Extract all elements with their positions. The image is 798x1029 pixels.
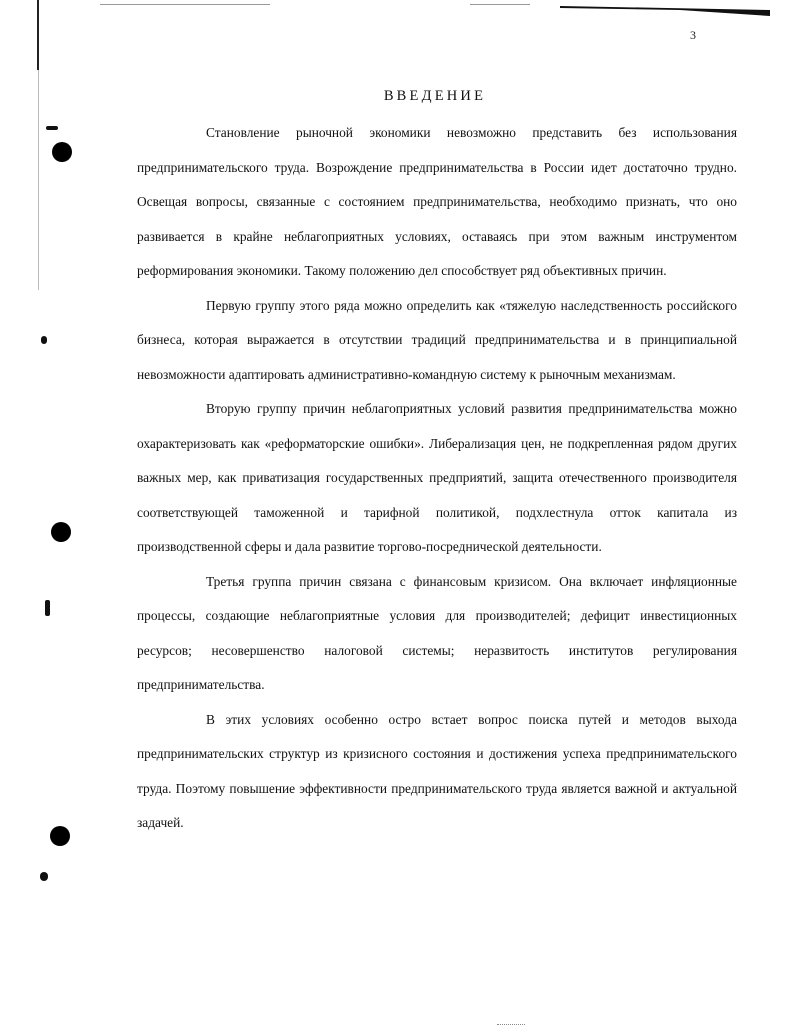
paragraph: Становление рыночной экономики невозможно представить без использования предпринимательского труда. Возрождение предпринимательства в России идет достаточно трудно. Освещая вопросы, связанные с состоянием предпринимательства, необходимо признать, что оно развивается в крайне неблагоприятных условиях, оставаясь при этом важным инструментом реформирования экономики. Такому положению дел способствует ряд объективных причин. bbox=[137, 125, 737, 278]
scan-top-line bbox=[100, 4, 270, 5]
scan-speck bbox=[46, 126, 58, 130]
paragraph: В этих условиях особенно остро встает вопрос поиска путей и методов выхода предпринимательских структур из кризисного состояния и достижения успеха предпринимательского труда. Поэтому повышение эффективности предпринимательского труда является важной и актуальной задачей. bbox=[137, 711, 737, 830]
punch-hole bbox=[51, 522, 71, 542]
punch-hole bbox=[50, 826, 70, 846]
body-text bbox=[137, 116, 737, 841]
page-number: 3 bbox=[690, 28, 696, 42]
scan-top-line bbox=[470, 4, 530, 5]
scan-bottom-mark bbox=[497, 1024, 525, 1026]
scan-top-wedge bbox=[560, 2, 770, 18]
paragraph: Вторую группу причин неблагоприятных условий развития предпринимательства можно охарактеризовать как «реформаторские ошибки». Либерализация цен, не подкрепленная рядом других важных мер, как приватизация государственных предприятий, защита отечественного производителя соответствующей таможенной и тарифной политикой, подхлестнула отток капитала из производственной сферы и дала развитие торгово-посреднической деятельности. bbox=[137, 401, 737, 554]
scan-speck bbox=[45, 600, 50, 616]
scan-speck bbox=[41, 336, 47, 344]
paragraph: Первую группу этого ряда можно определить как «тяжелую наследственность российского бизнеса, которая выражается в отсутствии традиций предпринимательства и в принципиальной невозможности адаптировать административно-командную систему к рыночным механизмам. bbox=[137, 297, 737, 382]
punch-hole bbox=[52, 142, 72, 162]
paragraph: Третья группа причин связана с финансовым кризисом. Она включает инфляционные процессы, создающие неблагоприятные условия для производителей; дефицит инвестиционных ресурсов; несовершенство налоговой системы; неразвитость институтов регулирования предпринимательства. bbox=[137, 573, 737, 692]
scan-speck bbox=[40, 872, 48, 881]
page-title: ВВЕДЕНИЕ bbox=[383, 88, 487, 104]
scan-edge-mark bbox=[37, 0, 39, 70]
